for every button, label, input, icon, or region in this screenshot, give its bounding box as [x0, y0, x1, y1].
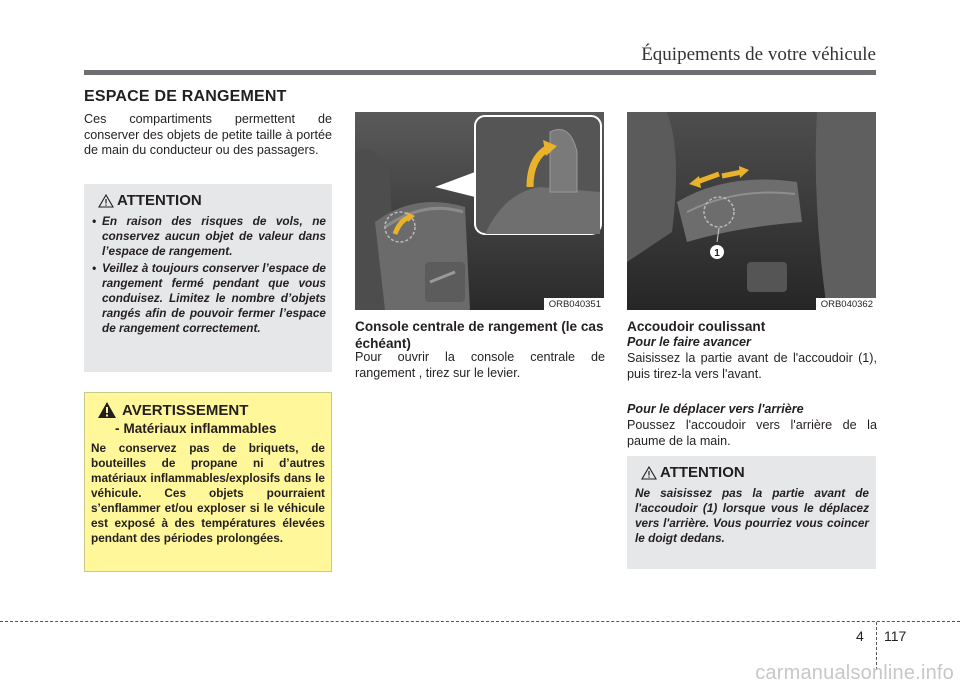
attention-text: Ne saisissez pas la partie avant de l'accoudoir (1) lorsque vous le déplacez vers l'arrière. Vous pourriez vous coincer le doigt dedans.: [635, 486, 869, 545]
callout-number: 1: [714, 248, 720, 259]
figure-code: ORB040362: [816, 298, 876, 310]
attention-box-2: [627, 456, 876, 569]
figure-code: ORB040351: [544, 298, 604, 310]
attention-title: ATTENTION: [117, 192, 202, 209]
armrest-heading: Accoudoir coulissant: [627, 319, 766, 334]
console-illustration: [355, 112, 604, 310]
footer-rule: [0, 621, 960, 622]
warning-subtitle: Matériaux inflammables: [123, 421, 277, 436]
attention-item: • Veillez à toujours conserver l’espace de rangement fermé pendant que vous conduisez. Limitez le nombre d’objets rangés afin de pouvoir fermer l’espace de rangement correctement.: [92, 261, 326, 335]
armrest-photo: [627, 112, 876, 310]
warning-triangle-icon: [97, 401, 117, 419]
attention-item-text: Veillez à toujours conserver l’espace de rangement fermé pendant que vous conduisez. Limitez le nombre d’objets rangés afin de pouvoir fermer l’espace de rangement correctement.: [102, 261, 326, 335]
console-text: Pour ouvrir la console centrale de rangement , tirez sur le levier.: [355, 350, 605, 380]
watermark: carmanualsonline.info: [755, 662, 954, 684]
warning-title: AVERTISSEMENT: [122, 401, 249, 419]
armrest-subheading-back: Pour le déplacer vers l'arrière: [627, 402, 804, 416]
caution-triangle-icon: [641, 466, 657, 480]
caution-triangle-icon: [98, 194, 114, 208]
armrest-subheading-forward: Pour le faire avancer: [627, 335, 751, 349]
console-photo: [355, 112, 604, 310]
armrest-text-back: Poussez l'accoudoir vers l'arrière de la paume de la main.: [627, 418, 877, 448]
console-heading: Console centrale de rangement (le cas échéant): [355, 319, 604, 351]
warning-box: AVERTISSEMENT - Matériaux inflammables Ne conservez pas de briquets, de bouteilles de propane ni d’autres matériaux inflammables/explosifs dans le véhicule. Ces objets pourraient s’enflammer et/ou exploser si le véhicule est exposé à des températures élevées pendant des périodes prolongées.: [84, 392, 332, 572]
armrest-text-forward: Saisissez la partie avant de l'accoudoir (1), puis tirez-la vers l'avant.: [627, 351, 877, 381]
armrest-illustration: [627, 112, 876, 310]
page-number: 117: [884, 628, 907, 644]
section-title: ESPACE DE RANGEMENT: [84, 88, 287, 105]
attention-box-1: [84, 184, 332, 372]
chapter-title: Équipements de votre véhicule: [641, 44, 876, 65]
attention-item: • En raison des risques de vols, ne conservez aucun objet de valeur dans l’espace de rangement.: [92, 214, 326, 258]
attention-item-text: En raison des risques de vols, ne conservez aucun objet de valeur dans l’espace de rangement.: [102, 214, 326, 258]
attention-title: ATTENTION: [660, 464, 745, 481]
header-rule: [84, 70, 876, 75]
chapter-number: 4: [856, 628, 864, 644]
warning-text: Ne conservez pas de briquets, de bouteilles de propane ni d’autres matériaux inflammables/explosifs dans le véhicule. Ces objets pourraient s’enflammer et/ou exploser si le véhicule est exposé à des températures élevées pendant des périodes prolongées.: [91, 441, 325, 545]
intro-paragraph: Ces compartiments permettent de conserver des objets de petite taille à portée de main du conducteur ou des passagers.: [84, 112, 332, 158]
